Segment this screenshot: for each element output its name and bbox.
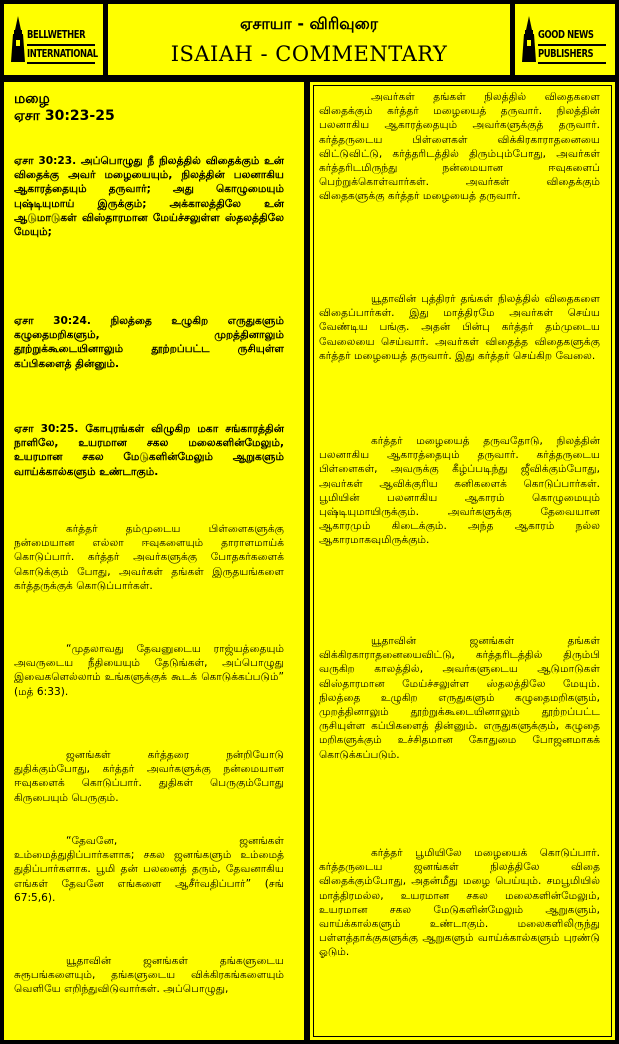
quote-psalm: “தேவனே, ஜனங்கள் உம்மைத்துதிப்பார்களாக; சகல ஜனங்களும் உம்மைத் துதிப்பார்களாக. பூமி தன் பலனைத் தரும், தேவனாகிய எங்கள் தேவனே எங்களை ஆசீர்வதிப்பார்” (சங் 67:5,6).: [14, 835, 284, 904]
publisher-logo-right: [515, 4, 615, 75]
paragraph: யூதாவின் ஜனங்கள் தங்கள் விக்கிரகாராதனையைவிட்டு, கர்த்தரிடத்தில் திரும்பி வருகிற காலத்தில், அவர்களுடைய ஆடுமாடுகள் விஸ்தாரமான மேய்ச்சலுள்ள ஸ்தலத்திலே மேயும். நிலத்தை உழுகிற எருதுகளும் கழுதைமறிகளும், முறத்தினாலும் தூற்றுக்கூடையினாலும் தூற்றப்பட்ட ருசியுள்ள கப்பிகளைத் தின்னும். எருதுகளுக்கும், கழுதை மறிகளுக்கும் உச்சிதமான கோதுமை போஜனமாகக் கொடுக்கப்படும்.: [319, 635, 600, 761]
tower-icon: [10, 16, 26, 64]
tower-icon: [521, 16, 537, 64]
logo-line1: GOOD NEWS: [538, 29, 594, 41]
verse-30-23: ஏசா 30:23. அப்பொழுது நீ நிலத்தில் விதைக்கும் உன் விதைக்கு அவர் மழையையும், நிலத்தின் பலனாகிய ஆகாரத்தையும் தருவார்; அது கொழுமையும் புஷ்டியுமாய் இருக்கும்; அக்காலத்திலே உன் ஆடுமாடுகள் விஸ்தாரமான மேய்ச்சலுள்ள ஸ்தலத்திலே மேயும்;: [14, 155, 284, 239]
verse-30-25: ஏசா 30:25. கோபுரங்கள் விழுகிற மகா சங்காரத்தின் நாளிலே, உயரமான சகல மலைகளின்மேலும், உயரமான சகல மேடுகளின்மேலும் ஆறுகளும் வாய்க்கால்களும் உண்டாகும்.: [14, 423, 284, 478]
verse-30-24: ஏசா 30:24. நிலத்தை உழுகிற எருதுகளும் கழுதைமறிகளும், முறத்தினாலும் தூற்றுக்கூடையினாலும் தூற்றப்பட்ட ருசியுள்ள கப்பிகளைத் தின்னும்.: [14, 315, 284, 370]
quote-matthew: “முதலாவது தேவனுடைய ராஜ்யத்தையும் அவருடைய நீதியையும் தேடுங்கள், அப்பொழுது இவைகளெல்லாம் உங்களுக்குக் கூடக் கொடுக்கப்படும்” (மத் 6:33).: [14, 643, 284, 698]
good-news-logo: [521, 14, 609, 66]
publisher-logo-left: [4, 4, 103, 75]
title-tamil: ஏசாயா - விரிவுரை: [240, 14, 378, 33]
paragraph: ஜனங்கள் கர்த்தரை நன்றியோடு துதிக்கும்போது, கர்த்தர் அவர்களுக்கு நன்மையான ஈவுகளைக் கொடுப்பார். துதிகள் பெருகும்போது கிருபையும் பெருகும்.: [14, 749, 284, 804]
paragraph: யூதாவின் ஜனங்கள் தங்களுடைய சுரூபங்களையும், தங்களுடைய விக்கிரகங்களையும் வெளியே எறிந்துவிடுவார்கள். அப்பொழுது,: [14, 955, 284, 996]
logo-line2: INTERNATIONAL: [27, 48, 98, 60]
title-english: ISAIAH - COMMENTARY: [170, 42, 448, 66]
paragraph: அவர்கள் தங்கள் நிலத்தில் விதைகளை விதைக்கும் கர்த்தர் மழையைத் தருவார். நிலத்தின் பலனாகிய ஆகாரத்தையும் அவர்களுக்குத் தருவார். கர்த்தருடைய பிள்ளைகள் விக்கிரகாராதனையை விட்டுவிட்டு, கர்த்தரிடத்தில் திரும்பும்போது, அவர்கள் கர்த்தரிடமிருந்து நன்மையான ஈவுகளைப் பெற்றுக்கொள்வார்கள். அவர்கள் விதைக்கும் விதைகளுக்கு கர்த்தர் மழையைத் தருவார்.: [319, 91, 600, 203]
paragraph: கர்த்தர் மழையைத் தருவதோடு, நிலத்தின் பலனாகிய ஆகாரத்தையும் தருவார். கர்த்தருடைய பிள்ளைகள், அவருக்கு கீழ்ப்படிந்து ஜீவிக்கும்போது, அவர்கள் ஆவிக்குரிய கனிகளைக் கொடுப்பார்கள். பூமியின் பலனாகிய ஆகாரம் கொழுமையும் புஷ்டியுமாயிருக்கும். அவர்களுக்கு தேவையான ஆகாரமும் கிடைக்கும். அந்த ஆகாரம் நல்ல ஆகாரமாகவுமிருக்கும்.: [319, 435, 600, 547]
paragraph: கர்த்தர் பூமியிலே மழையைக் கொடுப்பார். கர்த்தருடைய ஜனங்கள் நிலத்திலே விதை விதைக்கும்போது, அதன்மீது மழை பெய்யும். சமபூமியில் மாத்திரமல்ல, உயரமான சகல மலைகளின்மேலும், உயரமான சகல மேடுகளின்மேலும் ஆறுகளும், வாய்க்கால்களும் உண்டாகும். மலைகளிலிருந்து பள்ளத்தாக்குகளுக்கு ஆறுகளும் வாய்க்கால்களும் புரண்டு ஓடும்.: [319, 847, 600, 959]
topic-title: மழை: [14, 91, 50, 107]
left-column: [4, 82, 304, 1040]
page-header: [108, 4, 510, 75]
logo-line1: BELLWETHER: [27, 29, 86, 41]
bellwether-logo: [10, 14, 98, 66]
scripture-reference: ஏசா 30:23-25: [14, 108, 115, 124]
paragraph: கர்த்தர் தம்முடைய பிள்ளைகளுக்கு நன்மையான எல்லா ஈவுகளையும் தாராளமாய்க் கொடுப்பார். கர்த்தர் அவர்களுக்கு போதகர்களைக் கொடுக்கும் போது, அவர்கள் தங்கள் இருதயங்களை கர்த்தருக்குக் கொடுப்பார்கள்.: [14, 523, 284, 592]
right-column: [310, 82, 615, 1040]
paragraph: யூதாவின் புத்திரர் தங்கள் நிலத்தில் விதைகளை விதைப்பார்கள். இது மாத்திரமே அவர்கள் செய்ய வேண்டிய பங்கு. அதன் பின்பு கர்த்தர் தம்முடைய வேலையை செய்வார். அவர்கள் விதைத்த விதைகளுக்கு கர்த்தர் மழையைத் தருவார். இது கர்த்தர் செய்கிற வேலை.: [319, 293, 600, 362]
logo-line2: PUBLISHERS: [538, 48, 594, 60]
